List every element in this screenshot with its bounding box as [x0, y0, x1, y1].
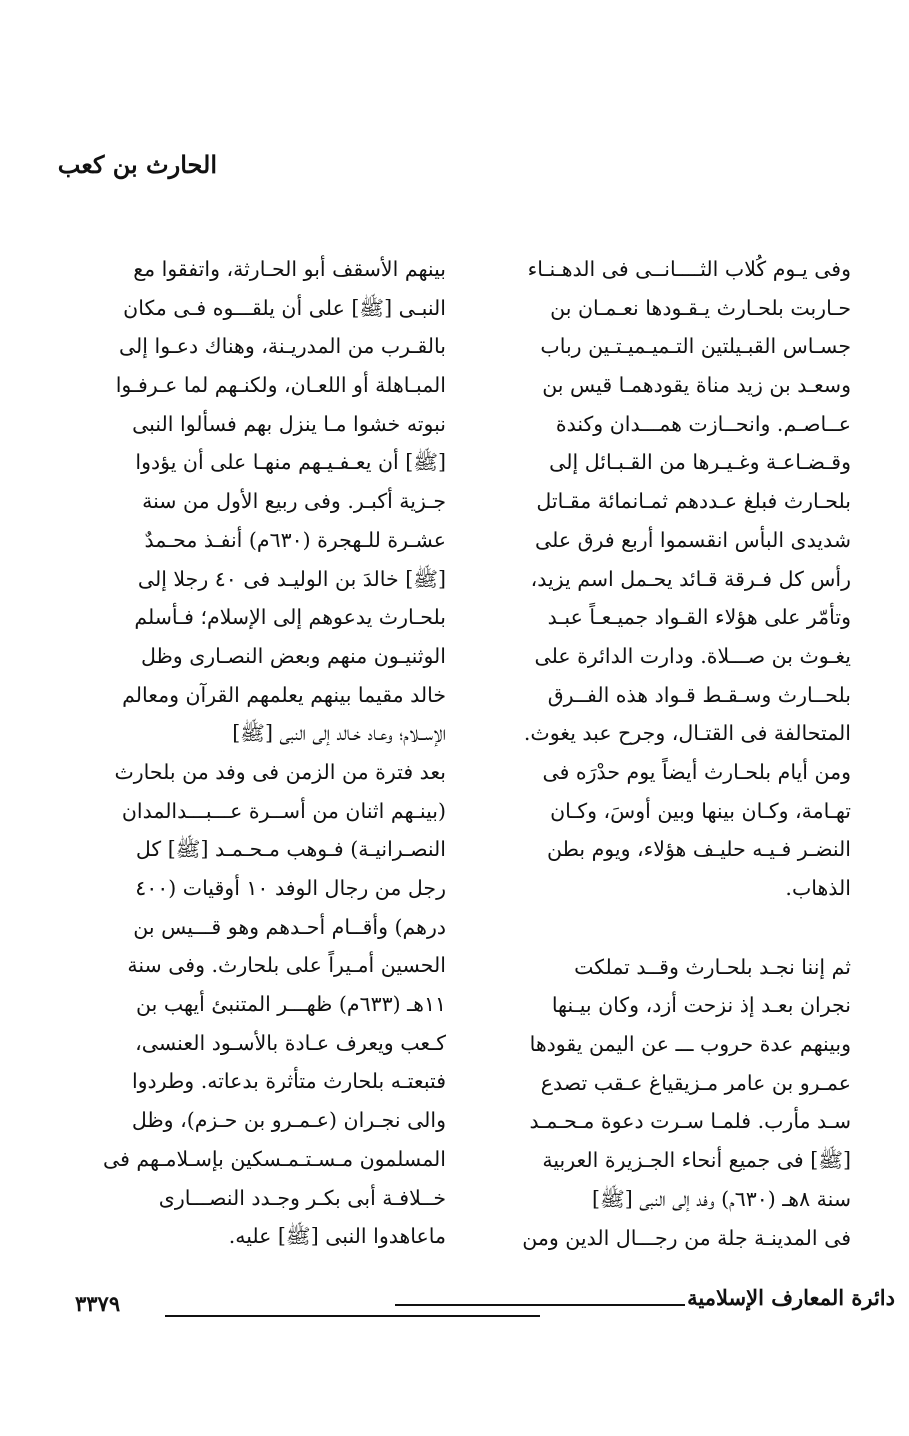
footer-rule	[165, 1315, 540, 1317]
text-line: [ﷺ] خالدَ بن الوليـد فى ٤٠ رجلا إلى	[137, 566, 446, 591]
text-line: بالقـرب من المدريـنة، وهناك دعـوا إلى	[118, 334, 446, 359]
text-line: الذهاب.	[785, 876, 851, 900]
text-line: المبـاهلة أو اللعـان، ولكنـهم لما عـرفـوا	[115, 373, 446, 398]
publication-title: دائرة المعارف الإسلامية	[687, 1285, 895, 1310]
text-line: النضـر فـيـه حليـف هؤلاء، ويوم بطن	[546, 837, 851, 862]
text-line: فتبعتـه بلحارث متأثرة بدعاته. وطردوا	[131, 1069, 446, 1094]
text-line: رجل من رجال الوفد ١٠ أوقيات (٤٠٠	[135, 876, 446, 900]
text-line: جسـاس القبـيلتين التـميـميـتـين رباب	[540, 334, 851, 359]
right-column-paragraph-1	[471, 250, 851, 908]
text-line: وفى يـوم كُلاب الثــــانــى فى الدهـنـاء	[527, 257, 851, 281]
text-line: بلحــارث وسـقـط قـواد هذه الفــرق	[547, 682, 851, 707]
text-line: شديدى البأس انقسموا أربع فرق على	[535, 527, 851, 552]
running-head-title: الحارث بن كعب	[57, 150, 217, 179]
text-line: سـد مأرب. فلمـا سـرت دعوة مـحـمـد	[529, 1109, 851, 1134]
text-line: فى المدينـة جلة من رجـــال الدين ومن	[522, 1225, 851, 1250]
left-column	[63, 250, 446, 1256]
text-line: ماعاهدوا النبى [ﷺ] عليه.	[228, 1224, 446, 1249]
text-line: نجران بعـد إذ نزحت أزد، وكان بيـنها	[551, 993, 851, 1018]
text-line: بلحـارث فبلغ عـددهم ثمـانمائة مقـاتل	[536, 489, 851, 514]
text-line: عشـرة للـهجرة (٦٣٠م) أنفـذ محـمدٌ	[144, 527, 446, 552]
text-line: درهم) وأقــام أحـدهم وهو قـــيس بن	[133, 914, 446, 939]
text-line: ثم إننا نجـد بلحـارث وقــد تملكت	[574, 954, 851, 979]
text-line: وسعـد بن زيد مناة يقودهمـا قيس بن	[542, 373, 851, 398]
page-number: ٣٣٧٩	[75, 1291, 121, 1316]
text-line: بلحـارث يدعوهم إلى الإسلام؛ فـأسلم	[134, 605, 446, 630]
text-line: الوثنيـون منهم وبعض النصـارى وظل	[140, 643, 446, 668]
text-line: المتحالفة فى القتـال، وجرح عبد يغوث.	[523, 721, 851, 746]
text-line: يغـوث بن صـــلاة. ودارت الدائرة على	[534, 643, 851, 668]
text-line: وتأمّر على هؤلاء القـواد جميـعـاً عبـد	[547, 605, 851, 630]
text-line: عمـرو بن عامر مـزيقياغ عـقب تصدع	[540, 1070, 851, 1095]
text-line: بعد فترة من الزمن فى وفد من بلحارث	[114, 759, 446, 784]
paragraph-gap	[471, 908, 851, 948]
text-line: النبـى [ﷺ] على أن يلقـــوه فـى مكان	[123, 295, 446, 320]
right-column	[471, 250, 851, 1257]
text-line: خالد مقيما بينهم يعلمهم القرآن ومعالم	[122, 682, 446, 707]
text-line: سنة ٨هـ (٦٣٠م) وفد إلى النبى [ﷺ]	[591, 1186, 851, 1211]
text-line: وقـضـاعـة وغـيـرها من القـبـائل إلى	[549, 450, 851, 475]
right-column-paragraph-2	[471, 948, 851, 1258]
text-line: المسلمون مـسـتـمـسكين بإسـلامـهم فى	[103, 1146, 446, 1171]
text-line: والى نجـران (عـمـرو بن حـزم)، وظل	[131, 1108, 446, 1133]
text-line: الإســلام؛ وعـاد خـالد إلى النبى [ﷺ]	[232, 721, 446, 746]
text-line: جـزية أكبـر. وفى ربيع الأول من سنة	[142, 489, 446, 514]
text-line: خــلافـة أبى بكـر وجـدد النصـــارى	[158, 1185, 446, 1210]
text-line: تهـامة، وكـان بينها وبين أوسَ، وكـان	[550, 798, 851, 823]
text-line: بينهم الأسقف أبو الحـارثة، واتفقوا مع	[133, 257, 446, 281]
text-line: النصـرانيـة) فـوهب مـحـمـد [ﷺ] كل	[135, 837, 446, 862]
text-line: (بينـهم اثنان من أســرة عـــبـــدالمدان	[121, 798, 446, 823]
text-line: وبينهم عدة حروب ـــ عن اليمن يقودها	[529, 1032, 851, 1057]
text-line: حـاربت بلحـارث يـقـودها نعـمـان بن	[550, 295, 851, 320]
text-line: عــاصـم. وانحــازت همـــدان وكندة	[555, 411, 851, 436]
text-line: [ﷺ] أن يعـفـيـهم منهـا على أن يؤدوا	[135, 450, 446, 475]
text-line: نبوته خشوا مـا ينزل بهم فسألوا النبى	[132, 411, 446, 436]
text-line: رأس كل فـرقة قـائد يحـمل اسم يزيد،	[530, 566, 851, 591]
footer-rule	[395, 1304, 685, 1306]
text-line: كـعب ويعرف عـادة بالأسـود العنسى،	[135, 1030, 446, 1055]
text-line: الحسين أمـيراً على بلحارث. وفى سنة	[127, 953, 446, 978]
text-line: ١١هـ (٦٣٣م) ظهـــر المتنبئ أيهب بن	[136, 992, 446, 1017]
page-footer	[75, 1285, 895, 1325]
text-line: ومن أيام بلحـارث أيضاً يوم حدْرَه فى	[542, 759, 851, 784]
text-line: [ﷺ] فى جميع أنحاء الجـزيرة العربية	[542, 1148, 851, 1173]
